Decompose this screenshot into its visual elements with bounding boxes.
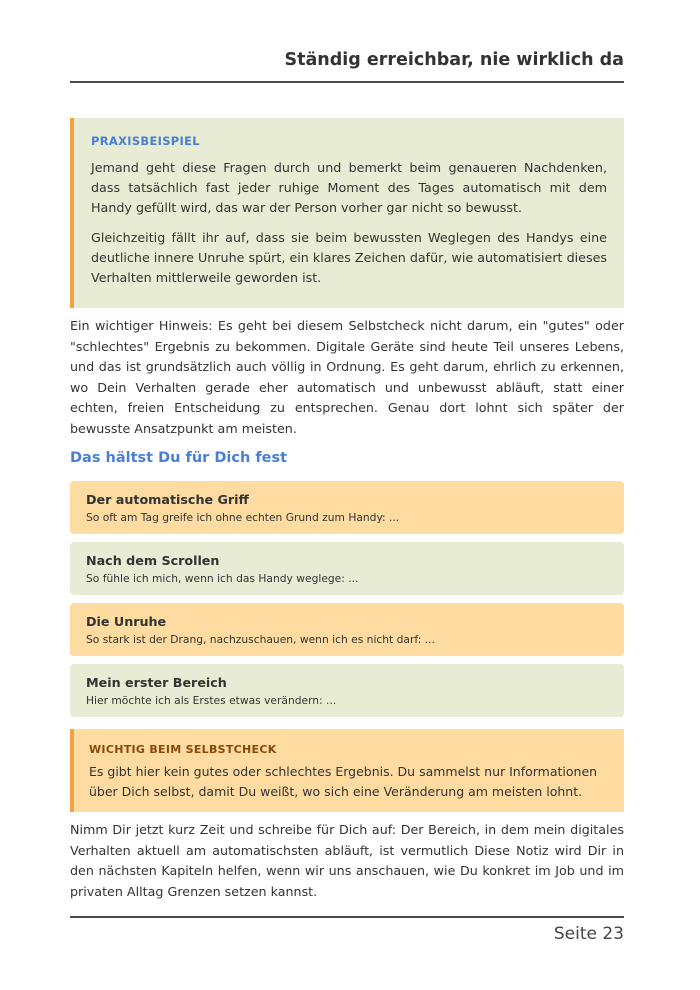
worksheet-card-title: Mein erster Bereich (86, 675, 227, 690)
worksheet-card-prompt: Hier möchte ich als Erstes etwas verändern: ... (86, 694, 337, 707)
example-callout-paragraph: Gleichzeitig fällt ihr auf, dass sie beim bewussten Weglegen des Handys eine deutliche innere Unruhe spürt, ein klares Zeichen dafür, wie automatisiert dieses Verhalten mittlerweile geworden ist. (91, 230, 607, 285)
footer-divider (70, 916, 624, 918)
worksheet-card-title: Die Unruhe (86, 614, 167, 629)
example-callout-paragraph: Jemand geht diese Fragen durch und bemerkt beim genaueren Nachdenken, dass tatsächlich fast jeder ruhige Moment des Tages automatisch mit dem Handy gefüllt wird, das war der Person vorher gar nicht so bewusst. (91, 160, 607, 215)
section-heading: Das hältst Du für Dich fest (70, 450, 288, 466)
worksheet-card-title: Nach dem Scrollen (86, 553, 220, 568)
worksheet-card (70, 664, 624, 717)
example-callout-label: PRAXISBEISPIEL (91, 134, 200, 148)
worksheet-card-prompt: So oft am Tag greife ich ohne echten Grund zum Handy: ... (86, 511, 400, 524)
worksheet-card-title: Der automatische Griff (86, 492, 249, 507)
example-callout-box (70, 118, 624, 308)
worksheet-card (70, 603, 624, 656)
worksheet-card (70, 542, 624, 595)
header-divider (70, 81, 624, 83)
running-header-title: Ständig erreichbar, nie wirklich da (284, 50, 624, 70)
important-note-text: Es gibt hier kein gutes oder schlechtes Ergebnis. Du sammelst nur Informationen über Dich selbst, damit Du weißt, wo sich eine Veränderung am meisten lohnt. (89, 764, 598, 799)
worksheet-card (70, 481, 624, 534)
body-paragraph: Nimm Dir jetzt kurz Zeit und schreibe für Dich auf: Der Bereich, in dem mein digitales Verhalten aktuell am automatischsten abläuft, ist vermutlich Diese Notiz wird Dir in den nächsten Kapiteln helfen, wenn wir uns anschauen, wie Du konkret im Job und im privaten Alltag Grenzen setzen kannst. (70, 822, 624, 899)
page-number: Seite 23 (553, 924, 624, 944)
worksheet-card-prompt: So stark ist der Drang, nachzuschauen, wenn ich es nicht darf: ... (86, 633, 435, 646)
worksheet-card-prompt: So fühle ich mich, wenn ich das Handy weglege: ... (86, 572, 359, 585)
body-paragraph: Ein wichtiger Hinweis: Es geht bei diesem Selbstcheck nicht darum, ein "gutes" oder "schlechtes" Ergebnis zu bekommen. Digitale Geräte sind heute Teil unseres Lebens, und das ist grundsätzlich auch völlig in Ordnung. Es geht darum, ehrlich zu erkennen, wo Dein Verhalten gerade eher automatisch und unbewusst abläuft, statt einer echten, freien Entscheidung zu entsprechen. Genau dort lohnt sich später der bewusste Ansatzpunkt am meisten. (70, 318, 624, 436)
important-note-label: WICHTIG BEIM SELBSTCHECK (89, 743, 277, 756)
important-note-box (70, 729, 624, 812)
